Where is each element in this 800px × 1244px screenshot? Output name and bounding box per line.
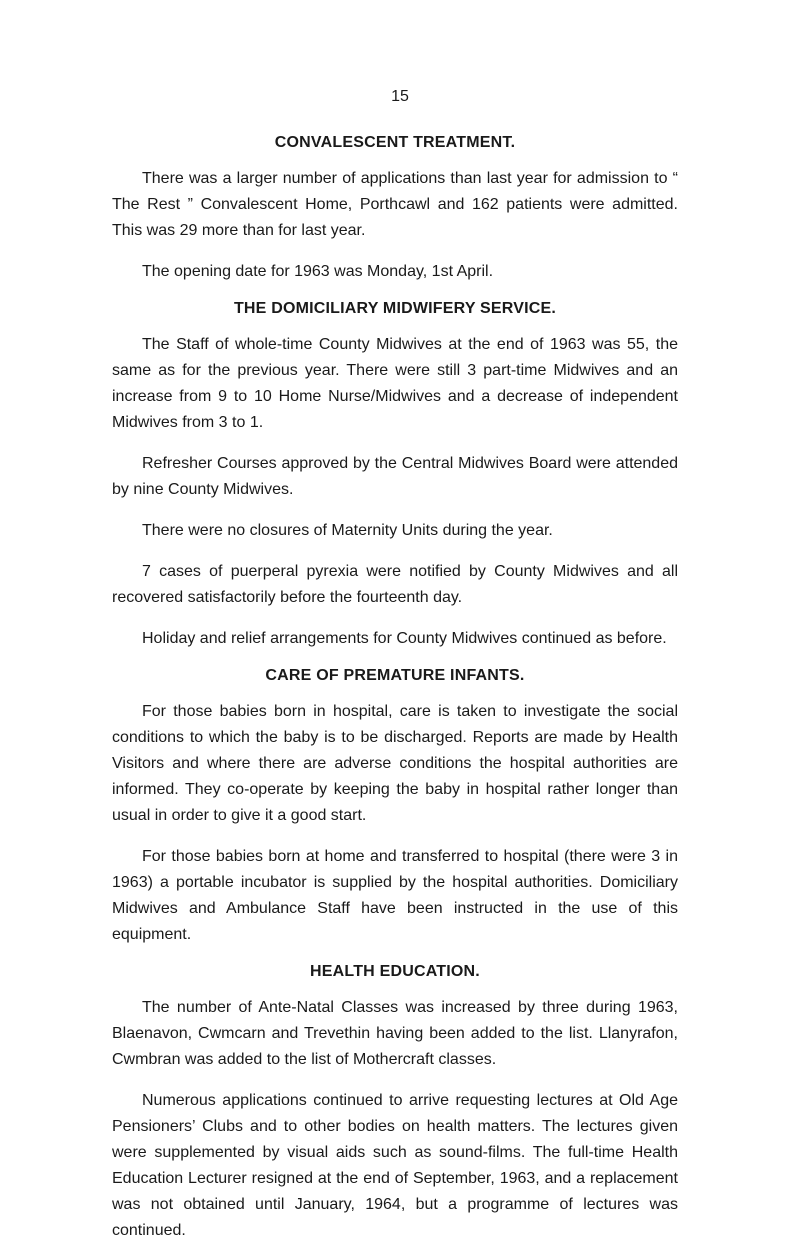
paragraph: For those babies born in hospital, care is taken to investigate the social conditions to which the baby is to be discharged. Reports are made by Health Visitors and where there are adverse conditions the hospital authorities are informed. They co-operate by keeping the baby in hospital rather longer than usual in order to give it a good start. [112, 703, 678, 824]
section-heading: CARE OF PREMATURE INFANTS. [265, 667, 525, 684]
paragraph: 7 cases of puerperal pyrexia were notified by County Midwives and all recovered satisfactorily before the fourteenth day. [112, 563, 678, 606]
section-domiciliary-midwifery [112, 300, 678, 652]
paragraph: For those babies born at home and transferred to hospital (there were 3 in 1963) a portable incubator is supplied by the hospital authorities. Domiciliary Midwives and Ambulance Staff have been instructed in the use of this equipment. [112, 848, 678, 943]
page-content [112, 134, 678, 1244]
paragraph: Refresher Courses approved by the Central Midwives Board were attended by nine County Midwives. [112, 455, 678, 498]
page-number: 15 [391, 88, 409, 105]
paragraph: The Staff of whole-time County Midwives at the end of 1963 was 55, the same as for the previous year. There were still 3 part-time Midwives and an increase from 9 to 10 Home Nurse/Midwives and a decrease of independent Midwives from 3 to 1. [112, 336, 678, 431]
section-heading: THE DOMICILIARY MIDWIFERY SERVICE. [233, 300, 557, 317]
section-convalescent-treatment [112, 134, 678, 285]
section-health-education [112, 963, 678, 1244]
paragraph: The opening date for 1963 was Monday, 1st April. [142, 263, 494, 280]
paragraph: The number of Ante-Natal Classes was increased by three during 1963, Blaenavon, Cwmcarn and Trevethin having been added to the list. Llanyrafon, Cwmbran was added to the list of Mothercraft classes. [112, 999, 678, 1068]
paragraph: There were no closures of Maternity Units during the year. [142, 522, 553, 539]
paragraph: Holiday and relief arrangements for County Midwives continued as before. [142, 630, 667, 647]
section-premature-infants [112, 667, 678, 948]
section-heading: CONVALESCENT TREATMENT. [274, 134, 516, 151]
paragraph: There was a larger number of applications than last year for admission to “ The Rest ” Convalescent Home, Porthcawl and 162 patients were admitted. This was 29 more than for last year. [112, 170, 678, 239]
paragraph: Numerous applications continued to arrive requesting lectures at Old Age Pensioners’ Clubs and to other bodies on health matters. The lectures given were supplemented by visual aids such as sound-films. The full-time Health Education Lecturer resigned at the end of September, 1963, and a replacement was not obtained until January, 1964, but a programme of lectures was continued. [112, 1092, 678, 1239]
section-heading: HEALTH EDUCATION. [310, 963, 480, 980]
